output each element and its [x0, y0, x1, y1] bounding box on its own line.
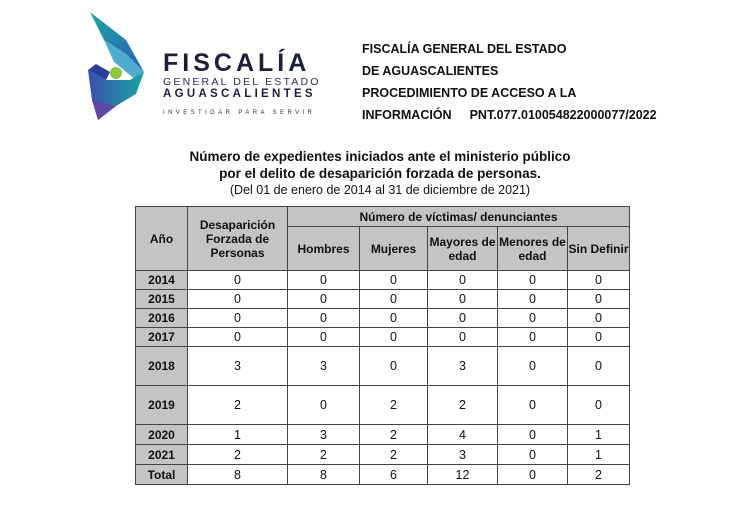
- cell-undefined: 0: [568, 386, 630, 425]
- cell-adults: 0: [428, 271, 498, 290]
- table-row: [136, 328, 630, 347]
- cell-year: 2016: [136, 309, 188, 328]
- logo-subtitle: GENERAL DEL ESTADO: [163, 76, 321, 88]
- cell-cases: 3: [188, 347, 288, 386]
- cell-minors: 0: [498, 271, 568, 290]
- cell-minors: 0: [498, 309, 568, 328]
- header-year: Año: [136, 207, 188, 271]
- title-line-2: por el delito de desaparición forzada de personas.: [219, 166, 541, 181]
- cell-cases: 0: [188, 328, 288, 347]
- cell-cases: 0: [188, 290, 288, 309]
- fiscalia-logo: [163, 50, 343, 116]
- table-row: [136, 425, 630, 445]
- table-row: [136, 347, 630, 386]
- header-women: Mujeres: [360, 227, 428, 271]
- cell-year: 2017: [136, 328, 188, 347]
- cell-minors: 0: [498, 290, 568, 309]
- header-line-2: DE AGUASCALIENTES: [362, 64, 499, 78]
- cell-undefined: 0: [568, 347, 630, 386]
- cell-women: 0: [360, 271, 428, 290]
- header-cases: Desaparición Forzada de Personas: [188, 207, 288, 271]
- table-total-row: [136, 465, 630, 485]
- header-adults: Mayores de edad: [428, 227, 498, 271]
- cell-minors: 0: [498, 386, 568, 425]
- cell-minors: 0: [498, 328, 568, 347]
- request-code: PNT.077.010054822000077/2022: [469, 108, 657, 122]
- table-header-row: [136, 207, 630, 227]
- header-line-3: PROCEDIMIENTO DE ACCESO A LA: [362, 86, 577, 100]
- cell-cases: 0: [188, 309, 288, 328]
- cell-women: 2: [360, 386, 428, 425]
- cell-cases: 0: [188, 271, 288, 290]
- cell-cases: 8: [188, 465, 288, 485]
- cell-year: 2015: [136, 290, 188, 309]
- cases-table: [135, 206, 630, 485]
- cell-men: 8: [288, 465, 360, 485]
- cell-year: 2019: [136, 386, 188, 425]
- fiscalia-logo-icon: [86, 10, 158, 122]
- table-row: [136, 445, 630, 465]
- cell-undefined: 2: [568, 465, 630, 485]
- cell-adults: 0: [428, 290, 498, 309]
- logo-tagline: INVESTIGAR PARA SERVIR: [163, 110, 316, 116]
- cell-men: 0: [288, 290, 360, 309]
- cell-year: 2020: [136, 425, 188, 445]
- cell-adults: 0: [428, 309, 498, 328]
- cell-minors: 0: [498, 425, 568, 445]
- cell-total-label: Total: [136, 465, 188, 485]
- cell-cases: 2: [188, 386, 288, 425]
- cell-minors: 0: [498, 465, 568, 485]
- cell-adults: 3: [428, 445, 498, 465]
- cell-adults: 2: [428, 386, 498, 425]
- cell-men: 0: [288, 328, 360, 347]
- cell-men: 0: [288, 386, 360, 425]
- cell-women: 2: [360, 425, 428, 445]
- header-info-label: INFORMACIÓN: [362, 108, 452, 122]
- table-row: [136, 271, 630, 290]
- logo-name: FISCALÍA: [163, 49, 311, 77]
- report-title: [120, 148, 640, 199]
- cell-men: 0: [288, 309, 360, 328]
- cell-women: 6: [360, 465, 428, 485]
- cell-year: 2018: [136, 347, 188, 386]
- cell-men: 3: [288, 347, 360, 386]
- cell-women: 0: [360, 309, 428, 328]
- table-row: [136, 290, 630, 309]
- header-victims-group: Número de víctimas/ denunciantes: [288, 207, 630, 227]
- header-undefined: Sin Definir: [568, 227, 630, 271]
- cell-adults: 0: [428, 328, 498, 347]
- header-minors: Menores de edad: [498, 227, 568, 271]
- cell-women: 0: [360, 290, 428, 309]
- title-date-range: (Del 01 de enero de 2014 al 31 de diciembre de 2021): [229, 183, 531, 197]
- cell-men: 2: [288, 445, 360, 465]
- cell-minors: 0: [498, 445, 568, 465]
- document-header: [362, 38, 742, 126]
- cell-cases: 1: [188, 425, 288, 445]
- cell-women: 0: [360, 347, 428, 386]
- cell-undefined: 0: [568, 271, 630, 290]
- cell-women: 2: [360, 445, 428, 465]
- cell-adults: 4: [428, 425, 498, 445]
- table-row: [136, 386, 630, 425]
- title-line-1: Número de expedientes iniciados ante el ministerio público: [189, 149, 571, 164]
- cell-men: 3: [288, 425, 360, 445]
- cell-undefined: 0: [568, 309, 630, 328]
- logo-state: AGUASCALIENTES: [163, 88, 316, 100]
- cell-minors: 0: [498, 347, 568, 386]
- table-row: [136, 309, 630, 328]
- cell-undefined: 1: [568, 445, 630, 465]
- cell-year: 2021: [136, 445, 188, 465]
- header-men: Hombres: [288, 227, 360, 271]
- header-line-1: FISCALÍA GENERAL DEL ESTADO: [362, 42, 567, 56]
- cell-adults: 3: [428, 347, 498, 386]
- cell-women: 0: [360, 328, 428, 347]
- cell-undefined: 1: [568, 425, 630, 445]
- cell-undefined: 0: [568, 290, 630, 309]
- cell-cases: 2: [188, 445, 288, 465]
- cell-undefined: 0: [568, 328, 630, 347]
- cell-adults: 12: [428, 465, 498, 485]
- cell-year: 2014: [136, 271, 188, 290]
- header-line-4: [362, 104, 742, 126]
- cell-men: 0: [288, 271, 360, 290]
